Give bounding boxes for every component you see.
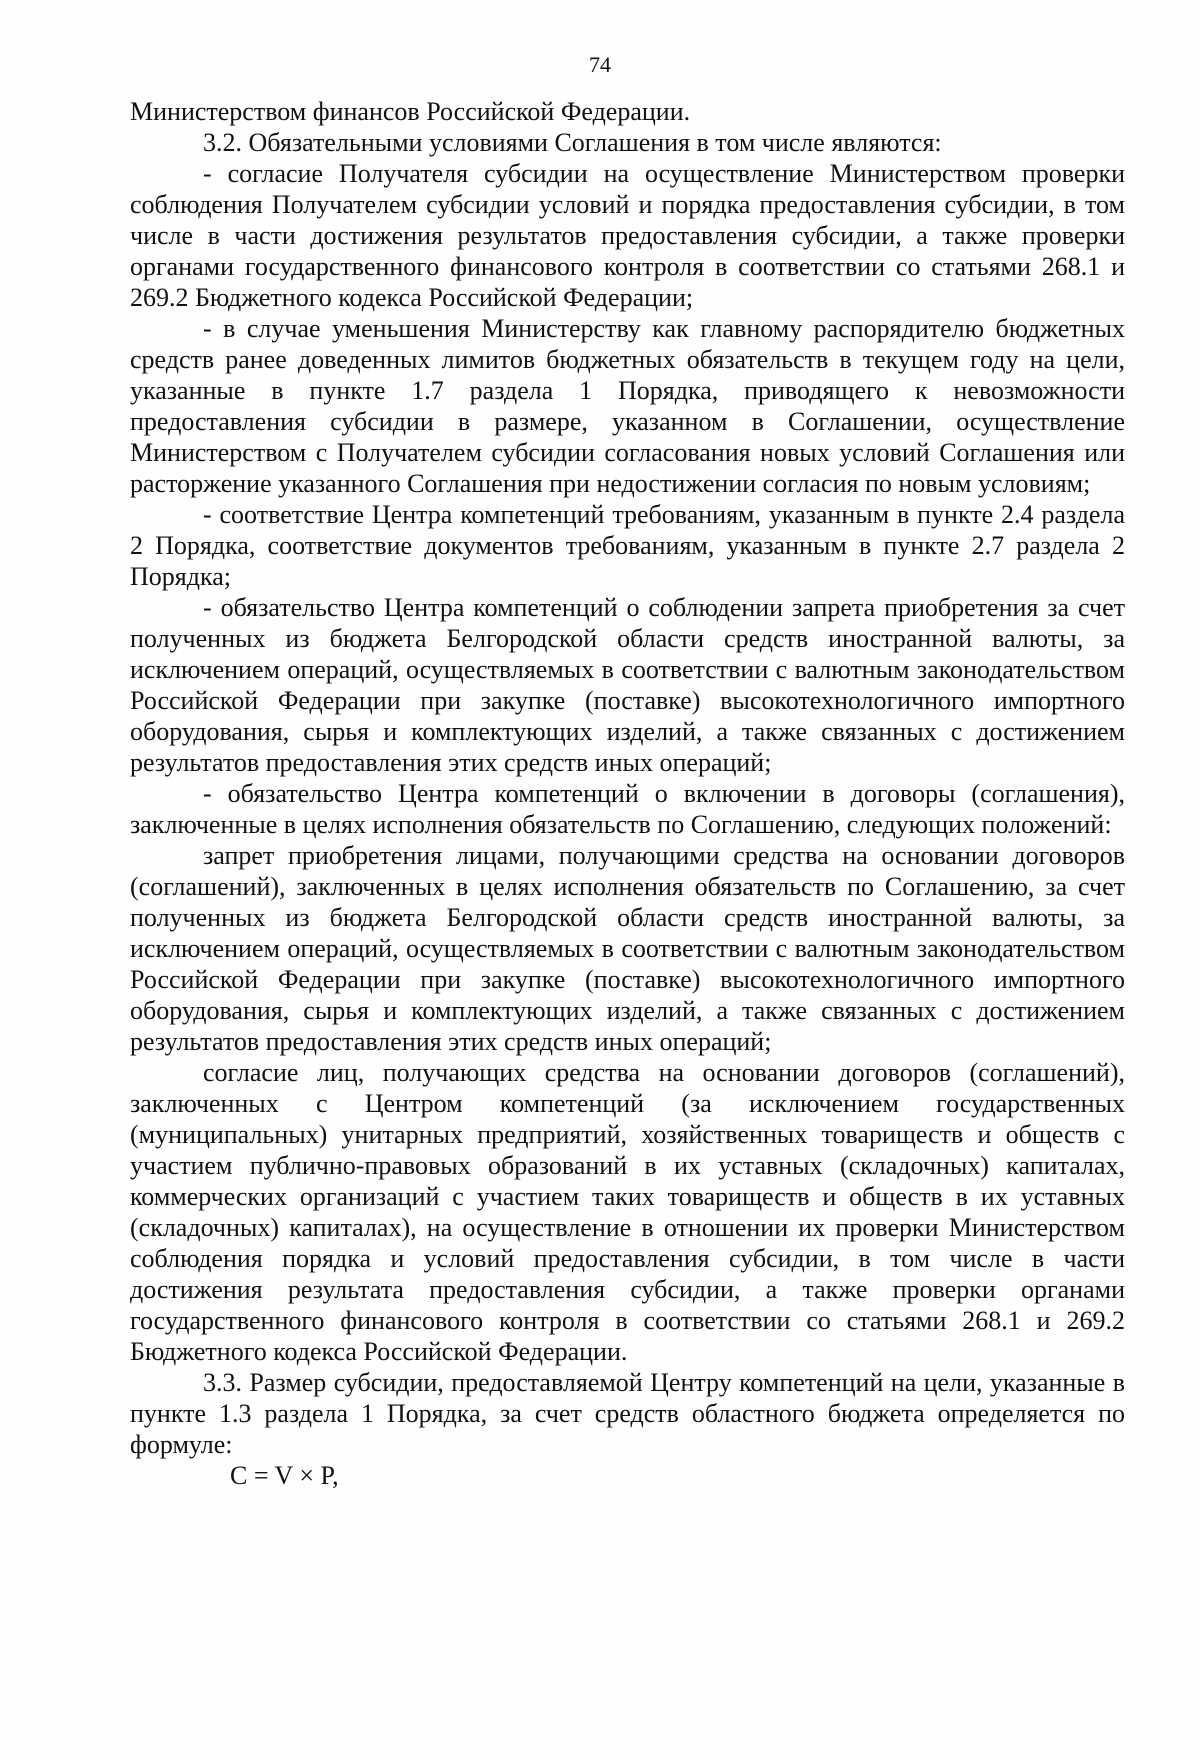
paragraph-compliance-requirements: - соответствие Центра компетенций требованиям, указанным в пункте 2.4 раздела 2 Порядка, соответствие документов требованиям, указанным в пункте 2.7 раздела 2 Порядка; bbox=[130, 500, 1125, 591]
paragraph-3-2-heading: 3.2. Обязательными условиями Соглашения в том числе являются: bbox=[203, 128, 942, 157]
paragraph-limits-reduction: - в случае уменьшения Министерству как главному распорядителю бюджетных средств ранее доведенных лимитов бюджетных обязательств в текущем году на цели, указанные в пункте 1.7 раздела 1 Порядка, приводящего к невозможности предоставления субсидии в размере, указанном в Соглашении, осуществление Министерством с Получателем субсидии согласования новых условий Соглашения или расторжение указанного Соглашения при недостижении согласия по новым условиям; bbox=[130, 314, 1125, 498]
subsidy-formula: C = V × P, bbox=[230, 1461, 339, 1490]
page-number: 74 bbox=[589, 52, 611, 77]
paragraph-recipient-currency-ban: запрет приобретения лицами, получающими средства на основании договоров (соглашений), заключенных в целях исполнения обязательств по Соглашению, за счет полученных из бюджета Белгородской области средств иностранной валюты, за исключением операций, осуществляемых в соответствии с валютным законодательством Российской Федерации при закупке (поставке) высокотехнологичного импортного оборудования, сырья и комплектующих изделий, а также связанных с достижением результатов предоставления этих средств иных операций; bbox=[130, 841, 1125, 1056]
paragraph-3-3-subsidy-size: 3.3. Размер субсидии, предоставляемой Центру компетенций на цели, указанные в пункте 1.3 раздела 1 Порядка, за счет средств областного бюджета определяется по формуле: bbox=[130, 1368, 1125, 1459]
paragraph-recipient-consent: согласие лиц, получающих средства на основании договоров (соглашений), заключенных с Центром компетенций (за исключением государственных (муниципальных) унитарных предприятий, хозяйственных товариществ и обществ с участием публично-правовых образований в их уставных (складочных) капиталах, коммерческих организаций с участием таких товариществ и обществ в их уставных (складочных) капиталах), на осуществление в отношении их проверки Министерством соблюдения порядка и условий предоставления субсидии, в том числе в части достижения результата предоставления субсидии, а также проверки органами государственного финансового контроля в соответствии со статьями 268.1 и 269.2 Бюджетного кодекса Российской Федерации. bbox=[130, 1058, 1125, 1366]
paragraph-consent-verification: - согласие Получателя субсидии на осуществление Министерством проверки соблюдения Получателем субсидии условий и порядка предоставления субсидии, в том числе в части достижения результатов предоставления субсидии, а также проверки органами государственного финансового контроля в соответствии со статьями 268.1 и 269.2 Бюджетного кодекса Российской Федерации; bbox=[130, 159, 1125, 312]
paragraph-ministry-line: Министерством финансов Российской Федерации. bbox=[130, 97, 691, 126]
paragraph-contract-provisions: - обязательство Центра компетенций о включении в договоры (соглашения), заключенные в целях исполнения обязательств по Соглашению, следующих положений: bbox=[130, 779, 1125, 839]
paragraph-foreign-currency-ban: - обязательство Центра компетенций о соблюдении запрета приобретения за счет полученных из бюджета Белгородской области средств иностранной валюты, за исключением операций, осуществляемых в соответствии с валютным законодательством Российской Федерации при закупке (поставке) высокотехнологичного импортного оборудования, сырья и комплектующих изделий, а также связанных с достижением результатов предоставления этих средств иных операций; bbox=[130, 593, 1125, 777]
document-body bbox=[130, 96, 1125, 1491]
